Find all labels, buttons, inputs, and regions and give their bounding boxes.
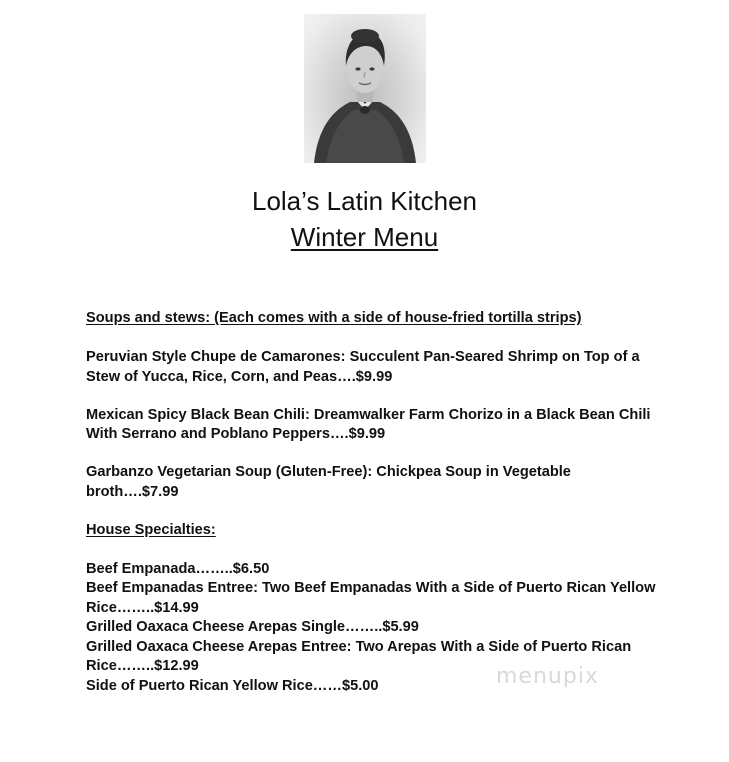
restaurant-name: Lola’s Latin Kitchen [251, 186, 477, 216]
section-heading-soups: Soups and stews: (Each comes with a side of house-fried tortilla strips) [86, 310, 582, 326]
menu-title [0, 222, 729, 253]
menu-item: Beef Empanada……..$6.50 [86, 560, 270, 577]
portrait-photo [304, 14, 426, 163]
menu-item: Peruvian Style Chupe de Camarones: Succulent Pan-Seared Shrimp on Top of a Stew of Yucca, Rice, Corn, and Peas….$9.99 [86, 349, 640, 385]
menu-item: Mexican Spicy Black Bean Chili: Dreamwalker Farm Chorizo in a Black Bean Chili With Serrano and Poblano Peppers….$9.99 [86, 406, 651, 442]
section-heading-house-specialties: House Specialties: [86, 521, 216, 538]
menu-item: Side of Puerto Rican Yellow Rice……$5.00 [86, 677, 379, 694]
woman-portrait-image [304, 14, 426, 163]
menu-body [86, 309, 666, 696]
menupix-watermark: menupix [496, 664, 599, 689]
menu-item: Garbanzo Vegetarian Soup (Gluten-Free): Chickpea Soup in Vegetable broth….$7.99 [86, 464, 571, 500]
menu-item: Grilled Oaxaca Cheese Arepas Entree: Two Arepas With a Side of Puerto Rican Rice……..$12.99 [86, 638, 632, 674]
menu-item: Beef Empanadas Entree: Two Beef Empanadas With a Side of Puerto Rican Yellow Rice……..$14.99 [86, 580, 656, 616]
menu-title-text: Winter Menu [290, 222, 439, 252]
menu-item: Grilled Oaxaca Cheese Arepas Single……..$5.99 [86, 619, 419, 635]
